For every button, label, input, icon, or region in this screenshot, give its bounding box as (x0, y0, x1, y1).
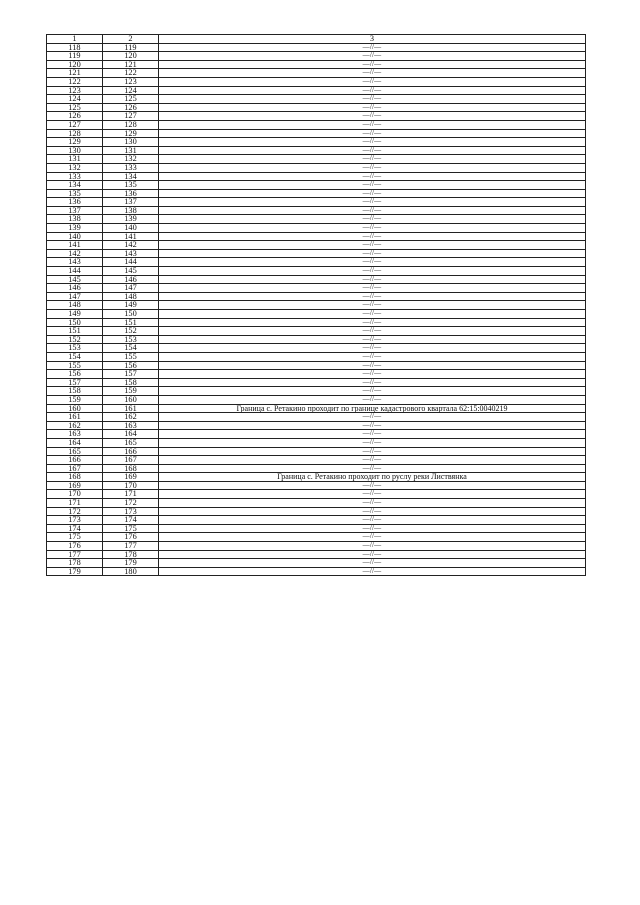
from-point-cell: 119 (47, 52, 103, 61)
description-cell: —//— (159, 301, 586, 310)
description-cell: —//— (159, 267, 586, 276)
table-header-row (47, 35, 586, 44)
table-row (47, 490, 586, 499)
table-row (47, 438, 586, 447)
description-cell: —//— (159, 550, 586, 559)
table-row (47, 52, 586, 61)
description-cell: —//— (159, 499, 586, 508)
to-point-cell: 174 (103, 516, 159, 525)
from-point-cell: 169 (47, 481, 103, 490)
description-cell: —//— (159, 490, 586, 499)
from-point-cell: 164 (47, 438, 103, 447)
table-row (47, 292, 586, 301)
to-point-cell: 131 (103, 146, 159, 155)
description-cell: Граница с. Ретакино проходит по границе кадастрового квартала 62:15:0040219 (159, 404, 586, 413)
table-row (47, 318, 586, 327)
table-body (47, 43, 586, 576)
to-point-cell: 132 (103, 155, 159, 164)
to-point-cell: 164 (103, 430, 159, 439)
description-cell: —//— (159, 507, 586, 516)
from-point-cell: 139 (47, 224, 103, 233)
description-cell: —//— (159, 542, 586, 551)
to-point-cell: 167 (103, 456, 159, 465)
table-row (47, 258, 586, 267)
table-row (47, 413, 586, 422)
table-row (47, 559, 586, 568)
to-point-cell: 141 (103, 232, 159, 241)
description-cell: —//— (159, 559, 586, 568)
table-row (47, 464, 586, 473)
table-row (47, 404, 586, 413)
to-point-cell: 147 (103, 284, 159, 293)
from-point-cell: 145 (47, 275, 103, 284)
to-point-cell: 129 (103, 129, 159, 138)
to-point-cell: 157 (103, 370, 159, 379)
description-cell: —//— (159, 224, 586, 233)
to-point-cell: 178 (103, 550, 159, 559)
to-point-cell: 151 (103, 318, 159, 327)
from-point-cell: 147 (47, 292, 103, 301)
description-cell: —//— (159, 138, 586, 147)
description-cell: —//— (159, 344, 586, 353)
from-point-cell: 144 (47, 267, 103, 276)
to-point-cell: 133 (103, 163, 159, 172)
description-cell: —//— (159, 103, 586, 112)
table-row (47, 430, 586, 439)
from-point-cell: 140 (47, 232, 103, 241)
to-point-cell: 127 (103, 112, 159, 121)
description-cell: —//— (159, 318, 586, 327)
from-point-cell: 153 (47, 344, 103, 353)
to-point-cell: 150 (103, 310, 159, 319)
description-cell: —//— (159, 438, 586, 447)
description-cell: —//— (159, 421, 586, 430)
from-point-cell: 129 (47, 138, 103, 147)
table-row (47, 69, 586, 78)
description-cell: —//— (159, 456, 586, 465)
to-point-cell: 176 (103, 533, 159, 542)
table-row (47, 215, 586, 224)
from-point-cell: 148 (47, 301, 103, 310)
from-point-cell: 138 (47, 215, 103, 224)
table-row (47, 335, 586, 344)
table-row (47, 155, 586, 164)
description-cell: —//— (159, 241, 586, 250)
to-point-cell: 120 (103, 52, 159, 61)
to-point-cell: 140 (103, 224, 159, 233)
to-point-cell: 169 (103, 473, 159, 482)
from-point-cell: 161 (47, 413, 103, 422)
description-cell: —//— (159, 327, 586, 336)
from-point-cell: 137 (47, 206, 103, 215)
description-cell: —//— (159, 361, 586, 370)
to-point-cell: 168 (103, 464, 159, 473)
description-cell: —//— (159, 524, 586, 533)
to-point-cell: 165 (103, 438, 159, 447)
from-point-cell: 171 (47, 499, 103, 508)
description-cell: —//— (159, 533, 586, 542)
table-row (47, 533, 586, 542)
table-row (47, 352, 586, 361)
description-cell: —//— (159, 292, 586, 301)
to-point-cell: 163 (103, 421, 159, 430)
from-point-cell: 166 (47, 456, 103, 465)
description-cell: —//— (159, 464, 586, 473)
description-cell: —//— (159, 86, 586, 95)
table-row (47, 499, 586, 508)
description-cell: —//— (159, 60, 586, 69)
to-point-cell: 146 (103, 275, 159, 284)
table-row (47, 163, 586, 172)
description-cell: —//— (159, 284, 586, 293)
table-row (47, 516, 586, 525)
from-point-cell: 132 (47, 163, 103, 172)
from-point-cell: 177 (47, 550, 103, 559)
from-point-cell: 125 (47, 103, 103, 112)
to-point-cell: 135 (103, 181, 159, 190)
table-row (47, 77, 586, 86)
description-cell: Граница с. Ретакино проходит по руслу реки Листвянка (159, 473, 586, 482)
to-point-cell: 143 (103, 249, 159, 258)
to-point-cell: 144 (103, 258, 159, 267)
table-row (47, 86, 586, 95)
from-point-cell: 118 (47, 43, 103, 52)
description-cell: —//— (159, 232, 586, 241)
description-cell: —//— (159, 352, 586, 361)
description-cell: —//— (159, 249, 586, 258)
to-point-cell: 149 (103, 301, 159, 310)
from-point-cell: 175 (47, 533, 103, 542)
to-point-cell: 124 (103, 86, 159, 95)
to-point-cell: 139 (103, 215, 159, 224)
from-point-cell: 179 (47, 567, 103, 576)
from-point-cell: 121 (47, 69, 103, 78)
boundary-points-table (46, 34, 586, 576)
description-cell: —//— (159, 120, 586, 129)
description-cell: —//— (159, 335, 586, 344)
to-point-cell: 145 (103, 267, 159, 276)
description-cell: —//— (159, 567, 586, 576)
from-point-cell: 122 (47, 77, 103, 86)
from-point-cell: 168 (47, 473, 103, 482)
table-row (47, 456, 586, 465)
to-point-cell: 128 (103, 120, 159, 129)
table-row (47, 198, 586, 207)
to-point-cell: 159 (103, 387, 159, 396)
table-row (47, 310, 586, 319)
to-point-cell: 170 (103, 481, 159, 490)
to-point-cell: 180 (103, 567, 159, 576)
description-cell: —//— (159, 95, 586, 104)
table-row (47, 103, 586, 112)
from-point-cell: 160 (47, 404, 103, 413)
description-cell: —//— (159, 198, 586, 207)
table-row (47, 138, 586, 147)
from-point-cell: 143 (47, 258, 103, 267)
to-point-cell: 138 (103, 206, 159, 215)
description-cell: —//— (159, 481, 586, 490)
table-row (47, 172, 586, 181)
to-point-cell: 122 (103, 69, 159, 78)
to-point-cell: 148 (103, 292, 159, 301)
table-row (47, 370, 586, 379)
from-point-cell: 162 (47, 421, 103, 430)
to-point-cell: 179 (103, 559, 159, 568)
table-row (47, 301, 586, 310)
table-row (47, 481, 586, 490)
table-row (47, 129, 586, 138)
to-point-cell: 125 (103, 95, 159, 104)
to-point-cell: 119 (103, 43, 159, 52)
to-point-cell: 152 (103, 327, 159, 336)
from-point-cell: 131 (47, 155, 103, 164)
description-cell: —//— (159, 189, 586, 198)
from-point-cell: 133 (47, 172, 103, 181)
to-point-cell: 136 (103, 189, 159, 198)
table-row (47, 146, 586, 155)
table-row (47, 421, 586, 430)
table-row (47, 473, 586, 482)
table-row (47, 60, 586, 69)
description-cell: —//— (159, 413, 586, 422)
from-point-cell: 146 (47, 284, 103, 293)
description-cell: —//— (159, 387, 586, 396)
table-row (47, 224, 586, 233)
description-cell: —//— (159, 378, 586, 387)
table-row (47, 232, 586, 241)
description-cell: —//— (159, 430, 586, 439)
to-point-cell: 158 (103, 378, 159, 387)
from-point-cell: 128 (47, 129, 103, 138)
from-point-cell: 157 (47, 378, 103, 387)
to-point-cell: 155 (103, 352, 159, 361)
from-point-cell: 163 (47, 430, 103, 439)
from-point-cell: 172 (47, 507, 103, 516)
from-point-cell: 152 (47, 335, 103, 344)
table-row (47, 344, 586, 353)
to-point-cell: 156 (103, 361, 159, 370)
from-point-cell: 149 (47, 310, 103, 319)
table-row (47, 447, 586, 456)
table-row (47, 249, 586, 258)
table-row (47, 120, 586, 129)
to-point-cell: 160 (103, 395, 159, 404)
from-point-cell: 159 (47, 395, 103, 404)
to-point-cell: 130 (103, 138, 159, 147)
header-col-3: 3 (159, 35, 586, 44)
from-point-cell: 124 (47, 95, 103, 104)
table-row (47, 95, 586, 104)
from-point-cell: 170 (47, 490, 103, 499)
table-row (47, 284, 586, 293)
from-point-cell: 127 (47, 120, 103, 129)
description-cell: —//— (159, 112, 586, 121)
description-cell: —//— (159, 163, 586, 172)
table-row (47, 395, 586, 404)
document-page (46, 34, 585, 576)
from-point-cell: 156 (47, 370, 103, 379)
description-cell: —//— (159, 146, 586, 155)
from-point-cell: 178 (47, 559, 103, 568)
table-row (47, 387, 586, 396)
description-cell: —//— (159, 172, 586, 181)
from-point-cell: 155 (47, 361, 103, 370)
from-point-cell: 174 (47, 524, 103, 533)
to-point-cell: 171 (103, 490, 159, 499)
description-cell: —//— (159, 181, 586, 190)
from-point-cell: 165 (47, 447, 103, 456)
table-row (47, 550, 586, 559)
to-point-cell: 162 (103, 413, 159, 422)
table-row (47, 241, 586, 250)
description-cell: —//— (159, 310, 586, 319)
from-point-cell: 167 (47, 464, 103, 473)
description-cell: —//— (159, 52, 586, 61)
description-cell: —//— (159, 43, 586, 52)
header-col-1: 1 (47, 35, 103, 44)
description-cell: —//— (159, 516, 586, 525)
table-row (47, 206, 586, 215)
table-row (47, 181, 586, 190)
from-point-cell: 158 (47, 387, 103, 396)
from-point-cell: 134 (47, 181, 103, 190)
to-point-cell: 161 (103, 404, 159, 413)
table-row (47, 524, 586, 533)
to-point-cell: 123 (103, 77, 159, 86)
from-point-cell: 142 (47, 249, 103, 258)
description-cell: —//— (159, 206, 586, 215)
table-row (47, 361, 586, 370)
to-point-cell: 175 (103, 524, 159, 533)
description-cell: —//— (159, 447, 586, 456)
from-point-cell: 135 (47, 189, 103, 198)
to-point-cell: 142 (103, 241, 159, 250)
description-cell: —//— (159, 155, 586, 164)
to-point-cell: 172 (103, 499, 159, 508)
table-row (47, 542, 586, 551)
to-point-cell: 134 (103, 172, 159, 181)
to-point-cell: 137 (103, 198, 159, 207)
table-row (47, 378, 586, 387)
description-cell: —//— (159, 370, 586, 379)
description-cell: —//— (159, 129, 586, 138)
table-row (47, 567, 586, 576)
from-point-cell: 151 (47, 327, 103, 336)
to-point-cell: 166 (103, 447, 159, 456)
to-point-cell: 154 (103, 344, 159, 353)
table-row (47, 327, 586, 336)
table-row (47, 507, 586, 516)
to-point-cell: 126 (103, 103, 159, 112)
table-row (47, 275, 586, 284)
from-point-cell: 173 (47, 516, 103, 525)
description-cell: —//— (159, 69, 586, 78)
from-point-cell: 150 (47, 318, 103, 327)
from-point-cell: 176 (47, 542, 103, 551)
to-point-cell: 177 (103, 542, 159, 551)
table-row (47, 189, 586, 198)
table-row (47, 112, 586, 121)
table-row (47, 267, 586, 276)
from-point-cell: 126 (47, 112, 103, 121)
from-point-cell: 123 (47, 86, 103, 95)
header-col-2: 2 (103, 35, 159, 44)
to-point-cell: 153 (103, 335, 159, 344)
description-cell: —//— (159, 77, 586, 86)
to-point-cell: 121 (103, 60, 159, 69)
description-cell: —//— (159, 275, 586, 284)
from-point-cell: 154 (47, 352, 103, 361)
description-cell: —//— (159, 215, 586, 224)
description-cell: —//— (159, 395, 586, 404)
from-point-cell: 120 (47, 60, 103, 69)
from-point-cell: 141 (47, 241, 103, 250)
description-cell: —//— (159, 258, 586, 267)
from-point-cell: 130 (47, 146, 103, 155)
to-point-cell: 173 (103, 507, 159, 516)
table-row (47, 43, 586, 52)
from-point-cell: 136 (47, 198, 103, 207)
